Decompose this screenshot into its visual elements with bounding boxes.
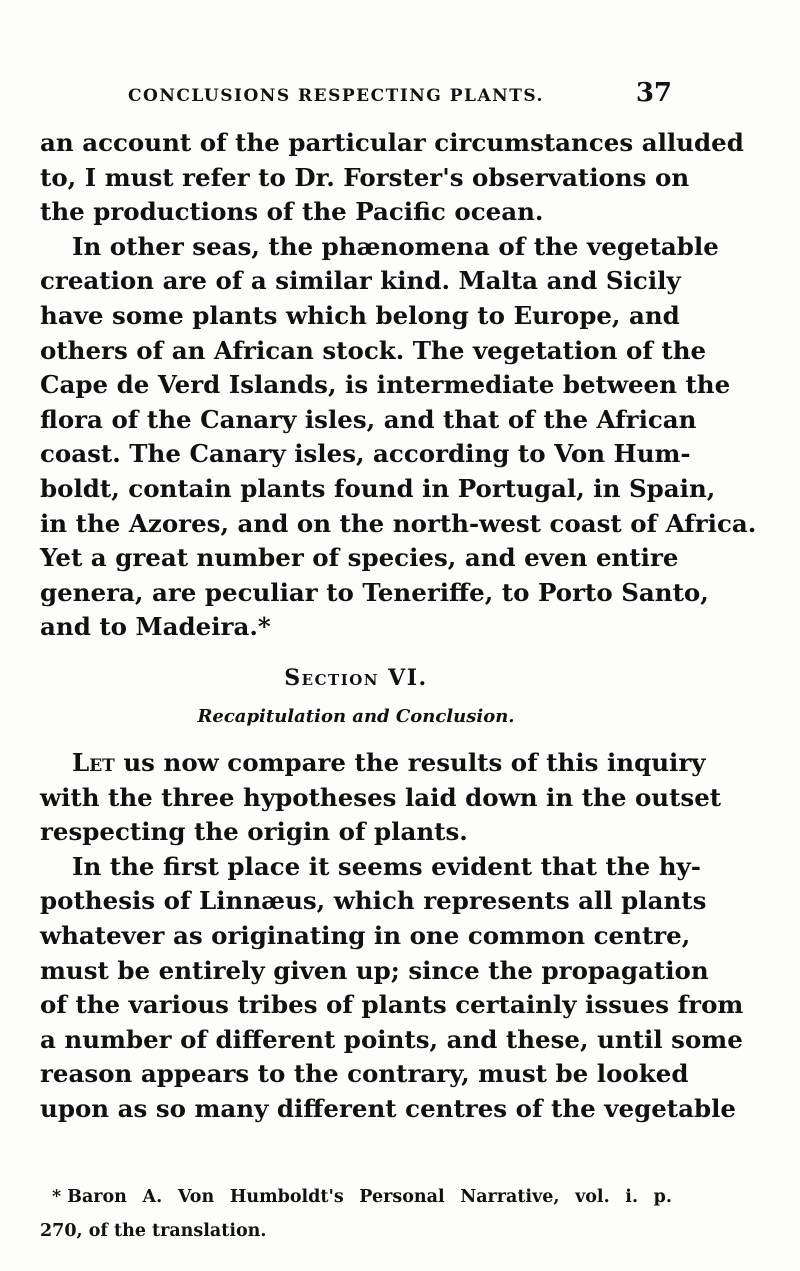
paragraph-continued — [40, 126, 744, 230]
text-line: Yet a great number of species, and even entire — [40, 543, 679, 573]
text-line: boldt, contain plants found in Portugal, in Spain, — [40, 473, 716, 503]
section-heading: Section VI. — [284, 664, 428, 691]
footnote-line: 270, of the translation. — [40, 1221, 267, 1241]
body-text — [40, 126, 757, 1127]
text-line: upon as so many different centres of the vegetable — [40, 1094, 737, 1124]
footnote-text: Baron A. Von Humboldt's Personal Narrative, vol. i. p. — [67, 1187, 672, 1207]
text-line: an account of the particular circumstances alluded — [40, 128, 744, 157]
footnote-marker: * — [52, 1187, 62, 1207]
text-line: others of an African stock. The vegetation of the — [40, 335, 707, 365]
text-line: with the three hypotheses laid down in the outset — [40, 782, 722, 812]
text-line: whatever as originating in one common centre, — [40, 921, 691, 951]
text-line: In other seas, the phænomena of the vegetable — [72, 231, 719, 261]
running-head — [40, 78, 680, 118]
text-line: a number of different points, and these, until some — [40, 1024, 743, 1054]
text-line-rest: us now compare the results of this inquiry — [114, 748, 706, 778]
section-subtitle: Recapitulation and Conclusion. — [197, 705, 515, 727]
text-line: and to Madeira.* — [40, 612, 271, 642]
paragraph-other-seas — [40, 230, 757, 645]
text-line: to, I must refer to Dr. Forster's observations on — [40, 162, 690, 192]
text-line: in the Azores, and on the north-west coast of Africa. — [40, 508, 757, 538]
text-line: genera, are peculiar to Teneriffe, to Porto Santo, — [40, 577, 709, 607]
text-line: pothesis of Linnæus, which represents all plants — [40, 886, 707, 916]
text-line: creation are of a similar kind. Malta and Sicily — [40, 266, 681, 296]
paragraph-recapitulation — [40, 746, 722, 850]
footnote-line — [40, 1180, 672, 1214]
text-line: reason appears to the contrary, must be looked — [40, 1059, 689, 1089]
text-line: of the various tribes of plants certainly issues from — [40, 990, 744, 1020]
paragraph-linnaeus — [40, 850, 744, 1127]
text-line: Cape de Verd Islands, is intermediate between the — [40, 370, 731, 400]
text-line: respecting the origin of plants. — [40, 817, 468, 847]
text-line: flora of the Canary isles, and that of the African — [40, 404, 697, 434]
page-number: 37 — [635, 78, 672, 108]
footnote — [40, 1180, 672, 1248]
drop-word: Let — [72, 748, 115, 778]
text-line: have some plants which belong to Europe, and — [40, 300, 680, 330]
text-line: In the first place it seems evident that the hy- — [72, 851, 701, 881]
text-line: must be entirely given up; since the propagation — [40, 955, 709, 985]
text-line: the productions of the Pacific ocean. — [40, 197, 544, 227]
running-title: CONCLUSIONS RESPECTING PLANTS. — [128, 86, 544, 106]
text-line: coast. The Canary isles, according to Von Hum- — [40, 439, 691, 469]
text-line — [40, 746, 706, 781]
